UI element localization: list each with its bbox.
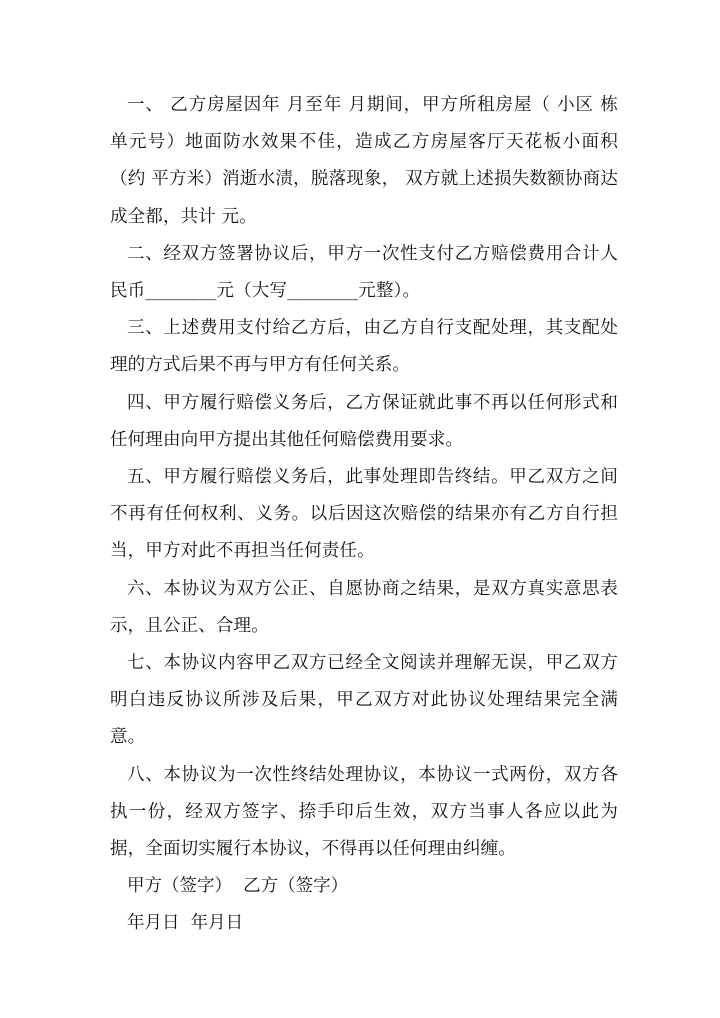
clause-8: 八、本协议为一次性终结处理协议，本协议一式两份，双方各执一份，经双方签字、捺手印后生效，双方当事人各应以此为据，全面切实履行本协议，不得再以任何理由纠缠。 <box>110 764 618 860</box>
signature-line: 甲方（签字） 乙方（签字） <box>127 876 349 897</box>
clause-1: 一、 乙方房屋因年 月至年 月期间，甲方所租房屋（ 小区 栋 单元号）地面防水效果不佳，造成乙方房屋客厅天花板小面积（约 平方米）消逝水渍，脱落现象， 双方就上述损失数额协商达成全都，共计 元。 <box>110 95 618 227</box>
date-line: 年月日 年月日 <box>127 913 244 934</box>
clause-5: 五、甲方履行赔偿义务后，此事处理即告终结。甲乙双方之间不再有任何权利、义务。以后因这次赔偿的结果亦有乙方自行担当，甲方对此不再担当任何责任。 <box>110 467 618 562</box>
clause-2: 二、经双方签署协议后，甲方一次性支付乙方赔偿费用合计人民币________元（大写________元整）。 <box>110 243 618 302</box>
clause-6: 六、本协议为双方公正、自愿协商之结果，是双方真实意思表示，且公正、合理。 <box>110 578 618 636</box>
clause-4: 四、甲方履行赔偿义务后，乙方保证就此事不再以任何形式和任何理由向甲方提出其他任何赔偿费用要求。 <box>110 392 618 450</box>
clause-3: 三、上述费用支付给乙方后，由乙方自行支配处理，其支配处理的方式后果不再与甲方有任何关系。 <box>110 318 618 376</box>
agreement-body <box>110 87 618 943</box>
clause-7: 七、本协议内容甲乙双方已经全文阅读并理解无误，甲乙双方明白违反协议所涉及后果，甲乙双方对此协议处理结果完全满意。 <box>110 653 618 748</box>
